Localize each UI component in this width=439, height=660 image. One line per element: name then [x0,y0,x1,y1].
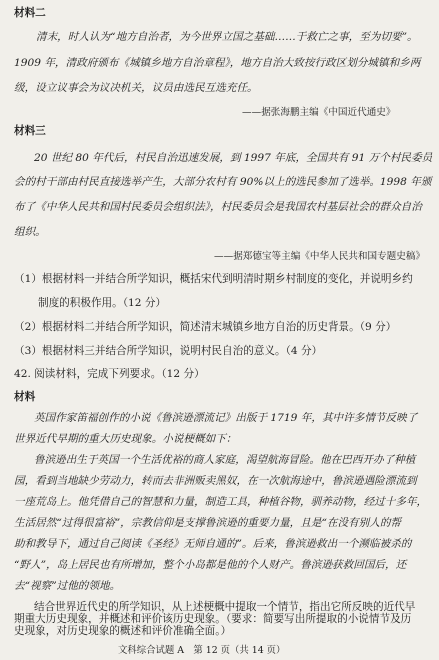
material-line: 世界近代早期的重大历史现象。小说梗概如下： [14,433,237,445]
material-line: 鲁滨逊出生于英国一个生活优裕的商人家庭，渴望航海冒险。他在巴西开办了种植 [34,454,416,466]
question-41-3: （3）根据材料三并结合所学知识，说明村民自治的意义。（4 分） [14,345,323,357]
material-line: 英国作家笛福创作的小说《鲁滨逊漂流记》出版于 1719 年，其中许多情节反映了 [34,412,418,424]
material-line: 生活居然“过得很富裕”，宗教信仰是支撑鲁滨逊的重要力量，且是“在没有别人的帮 [14,517,402,529]
material2-heading: 材料二 [14,7,46,19]
page-footer: 文科综合试题 A 第 12 页（共 14 页） [118,645,286,656]
material-line: 园，看到当地缺少劳动力，转而去非洲贩卖黑奴，在一次航海途中，鲁滨逊遇险漂流到 [14,475,417,487]
material-line: 一座荒岛上。他凭借自己的智慧和力量，制造工具，种植谷物，驯养动物，经过十多年， [14,496,428,508]
material-line: “野人”，岛上居民也有所增加，整个小岛都是他的个人财产。鲁滨逊获救回国后，还 [14,559,407,571]
question-41-1-cont: 制度的积极作用。（12 分） [38,297,167,309]
question-42-task: 结合世界近代史的所学知识，从上述梗概中提取一个情节，指出它所反映的近代早 [34,601,416,613]
question-42-task-cont: 史现象，对历史现象的概述和评价准确全面。） [14,625,232,637]
question-42-heading: 材料 [14,391,36,403]
material-line: 助和教导下，通过自己阅读《圣经》无师自通的”。后来，鲁滨逊救出一个濒临被杀的 [14,538,412,550]
material2-line: 级，设立议事会为议决机关，议员由选民互选充任。 [14,82,258,94]
material2-line: 1909 年，清政府颁布《城镇乡地方自治章程》，地方自治大致按行政区划分城镇和乡两 [14,57,421,69]
material3-line: 布了《中华人民共和国村民委员会组织法》，村民委员会是我国农村基层社会的群众自治 [14,201,422,213]
material3-heading: 材料三 [14,125,46,137]
material2-source: ——据张海鹏主编《中国近代通史》 [242,107,396,118]
material-line: 去“视察”过他的领地。 [14,580,121,592]
question-41-1: （1）根据材料一并结合所学知识，概括宋代到明清时期乡村制度的变化，并说明乡约 [14,273,413,285]
material3-line: 20 世纪 80 年代后，村民自治迅速发展，到 1997 年底，全国共有 91 万个村民委员 [34,152,433,164]
question-42-task-cont: 期重大历史现象，并概述和评价该历史现象。（要求：简要写出所提取的小说情节及历 [14,613,412,625]
question-42-title: 42. 阅读材料，完成下列要求。（12 分） [14,368,205,380]
material3-line: 会的村干部由村民直接选举产生，大部分农村有 90%以上的选民参加了选举。1998 年颁 [14,176,432,188]
material3-line: 组织。 [14,226,46,238]
material2-line: 清末，时人认为“地方自治者，为今世界立国之基础……于救亡之事，至为切要”。 [36,31,418,43]
question-41-2: （2）根据材料二并结合所学知识，简述清末城镇乡地方自治的历史背景。（9 分） [14,321,397,333]
material3-source: ——据郑德宝等主编《中华人民共和国专题史稿》 [214,251,426,262]
